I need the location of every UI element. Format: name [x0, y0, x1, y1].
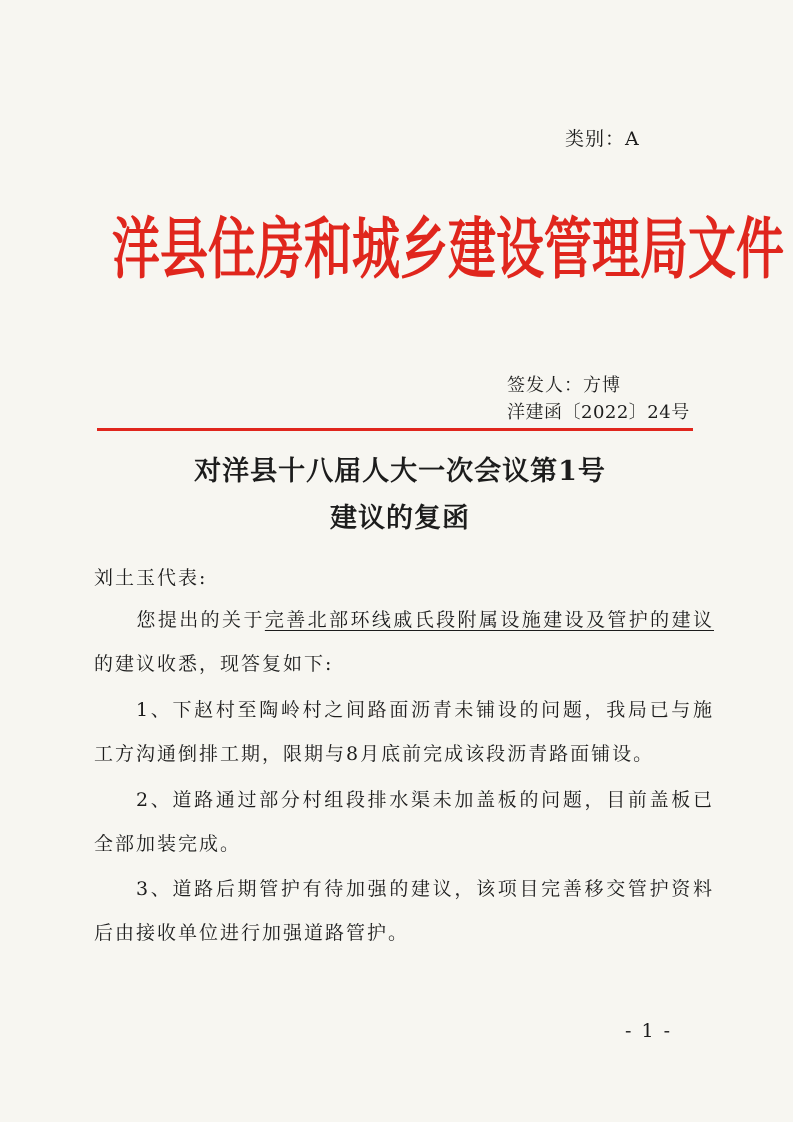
category-label: 类别：A: [565, 128, 640, 150]
intro-paragraph: [94, 598, 714, 686]
red-divider: [97, 428, 693, 431]
proposal-subject: 完善北部环线戚氏段附属设施建设及管护的建议: [264, 609, 714, 631]
reply-item-3-text: 3、道路后期管护有待加强的建议，该项目完善移交管护资料后由接收单位进行加强道路管护。: [94, 878, 714, 944]
page-number: - 1 -: [625, 1020, 673, 1042]
letterhead-title: 洋县住房和城乡建设管理局文件: [112, 211, 785, 289]
reply-item-3: [94, 867, 714, 955]
salutation: 刘土玉代表:: [94, 567, 208, 589]
document-title-line-2: 建议的复函: [330, 503, 470, 534]
document-number: 洋建函〔2022〕24号: [507, 402, 690, 423]
issuer-label: 签发人：方博: [507, 375, 621, 396]
reply-item-2-text: 2、道路通过部分村组段排水渠未加盖板的问题，目前盖板已全部加装完成。: [94, 789, 714, 855]
document-title-line-1: 对洋县十八届人大一次会议第1号: [194, 456, 606, 487]
reply-item-1-text: 1、下赵村至陶岭村之间路面沥青未铺设的问题，我局已与施工方沟通倒排工期，限期与8月底前完成该段沥青路面铺设。: [94, 699, 714, 765]
reply-item-2: [94, 778, 714, 866]
intro-suffix: 的建议收悉，现答复如下:: [94, 653, 334, 675]
intro-prefix: 您提出的关于: [136, 609, 265, 631]
reply-item-1: [94, 688, 714, 776]
